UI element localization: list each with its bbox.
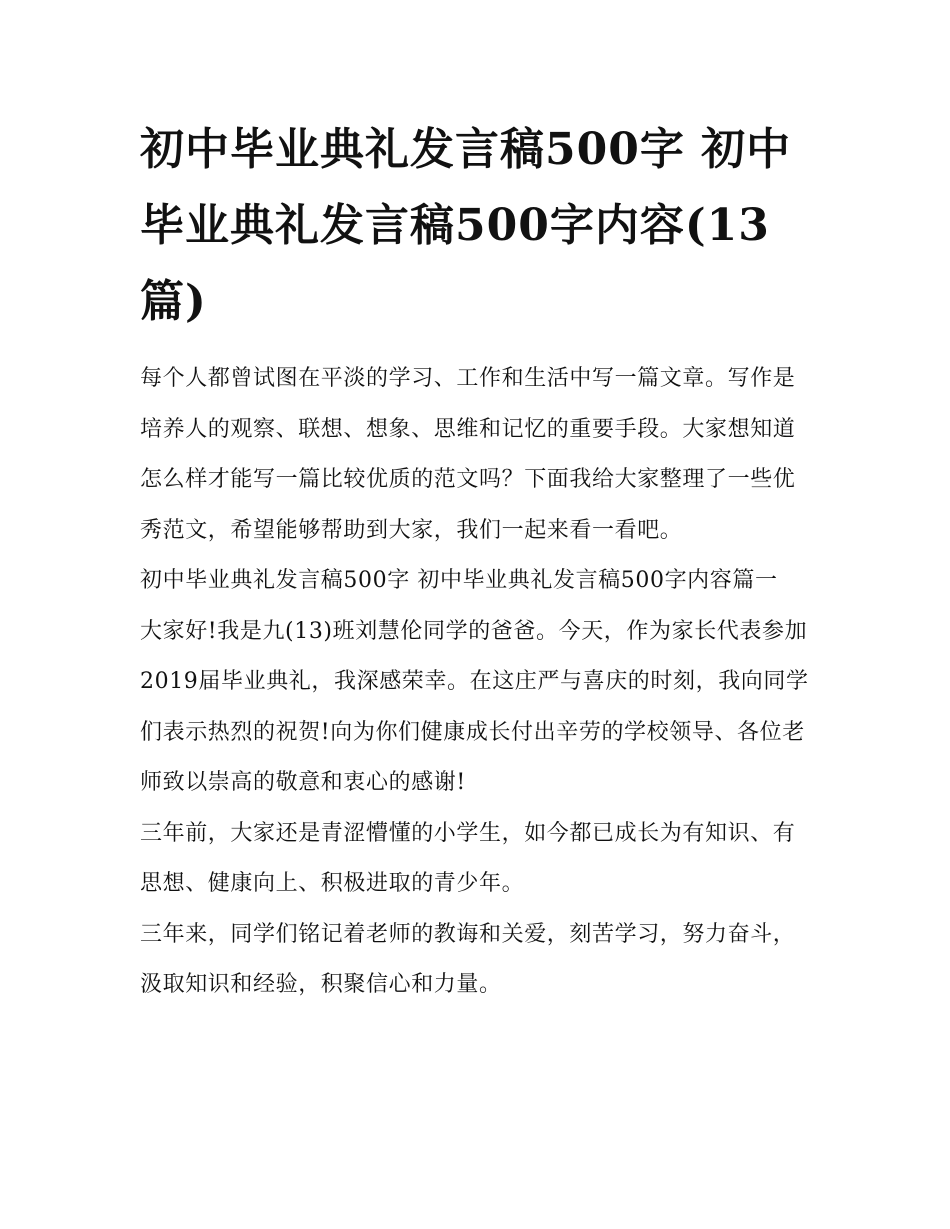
section-heading: 初中毕业典礼发言稿500字 初中毕业典礼发言稿500字内容篇一	[140, 568, 778, 593]
intro-paragraph: 每个人都曾试图在平淡的学习、工作和生活中写一篇文章。写作是培养人的观察、联想、想象、思维和记忆的重要手段。大家想知道怎么样才能写一篇比较优质的范文吗？下面我给大家整理了一些优秀范文，希望能够帮助到大家，我们一起来看一看吧。	[140, 366, 796, 543]
body-paragraph-three-years-ago: 三年前，大家还是青涩懵懂的小学生，如今都已成长为有知识、有思想、健康向上、积极进取的青少年。	[140, 820, 796, 896]
document-title: 初中毕业典礼发言稿500字 初中毕业典礼发言稿500字内容(13篇)	[140, 124, 792, 327]
document-page	[140, 112, 812, 1011]
body-paragraph-three-years: 三年来，同学们铭记着老师的教诲和关爱，刻苦学习，努力奋斗，汲取知识和经验，积聚信心和力量。	[140, 921, 796, 997]
body-paragraph-greeting: 大家好!我是九(13)班刘慧伦同学的爸爸。今天，作为家长代表参加2019届毕业典礼，我深感荣幸。在这庄严与喜庆的时刻，我向同学们表示热烈的祝贺!向为你们健康成长付出辛劳的学校领导、各位老师致以崇高的敬意和衷心的感谢!	[140, 618, 809, 795]
